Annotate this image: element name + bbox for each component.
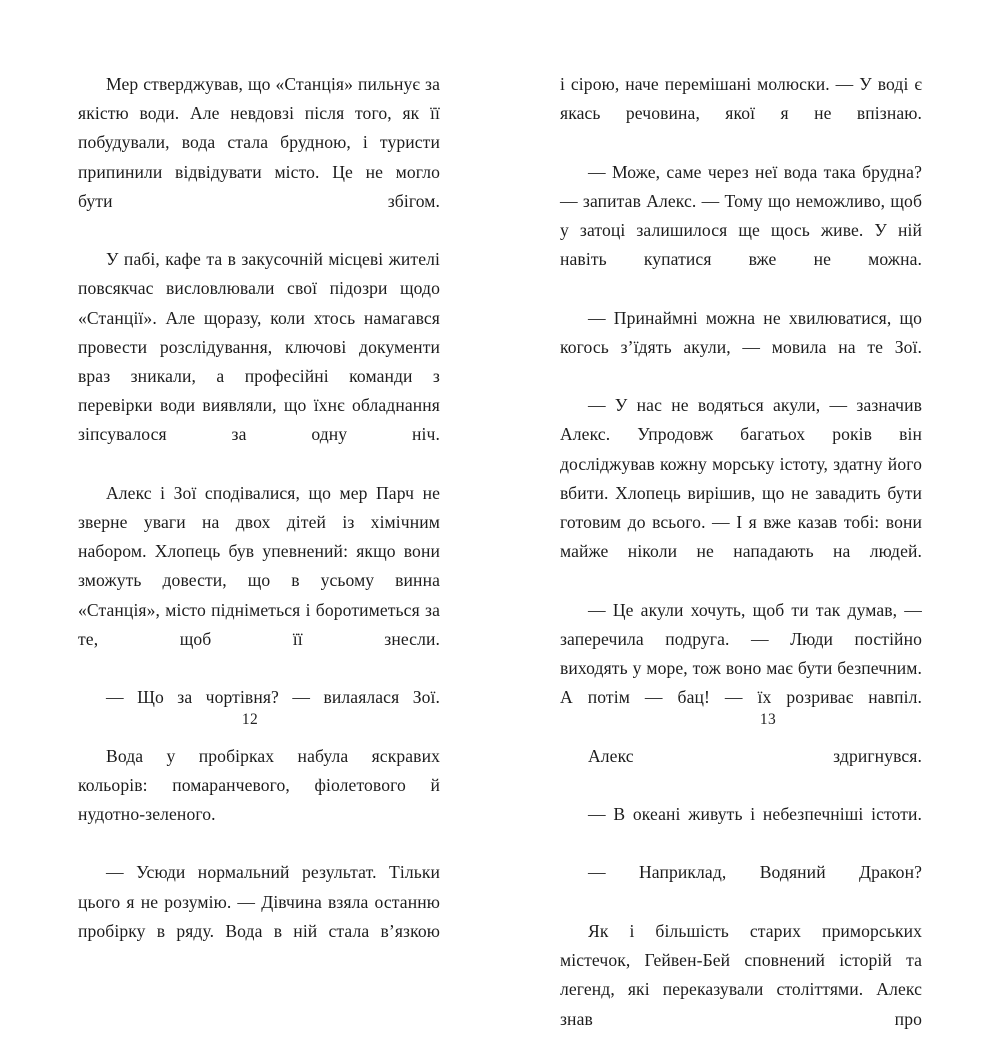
paragraph-dialogue: — Це акули хочуть, щоб ти так думав, — заперечила подруга. — Люди постійно виходять у море, тож воно має бути безпечним. А потім — бац! — їх розриває навпіл. — [560, 599, 922, 708]
page-number-right: 13 — [759, 710, 777, 728]
paragraph-dialogue: — Усюди нормальний результат. Тільки цього я не розумію. — Дівчина взяла останню пробірку в ряду. Вода в ній стала в’язкою — [78, 862, 440, 941]
paragraph: Алекс здригнувся. — [588, 745, 922, 766]
page-right — [500, 0, 1000, 1029]
page-right-textblock — [560, 70, 922, 1063]
paragraph-dialogue: — Що за чортівня? — вилаялася Зої. — [106, 687, 440, 708]
paragraph: У пабі, кафе та в закусочній місцеві жителі повсякчас висловлювали свої підозри щодо «Станції». Але щоразу, коли хтось намагався провести розслідування, ключові документи враз зникали, а професійні команди з перевірки води виявляли, що їхнє обладнання зіпсувалося за одну ніч. — [78, 249, 440, 445]
page-left-textblock — [78, 70, 440, 975]
paragraph: Мер стверджував, що «Станція» пильнує за якістю води. Але невдовзі після того, як її побудували, вода стала брудною, і туристи припинили відвідувати місто. Це не могло бути збігом. — [78, 74, 440, 211]
page-left — [0, 0, 500, 941]
paragraph-continuation: і сірою, наче перемішані молюски. — У воді є якась речовина, якої я не впізнаю. — [560, 74, 922, 124]
paragraph-dialogue: — Наприклад, Водяний Дракон? — [588, 862, 922, 883]
paragraph-dialogue: — Може, саме через неї вода така брудна? — запитав Алекс. — Тому що неможливо, щоб у затоці залишилося ще щось живе. У ній навіть купатися вже не можна. — [560, 161, 922, 270]
paragraph-dialogue: — Принаймні можна не хвилюватися, що когось з’їдять акули, — мовила на те Зої. — [560, 307, 922, 357]
paragraph-dialogue: — У нас не водяться акули, — зазначив Алекс. Упродовж багатьох років він досліджував кожну морську істоту, здатну його вбити. Хлопець вирішив, що не завадить бути готовим до всього. — І я вже казав тобі: вони майже ніколи не нападають на людей. — [560, 395, 922, 562]
paragraph: Як і більшість старих приморських містечок, Гейвен-Бей сповнений історій та легенд, які переказували століттями. Алекс знав про — [560, 920, 922, 1029]
paragraph: Вода у пробірках набула яскравих кольорів: помаранчевого, фіолетового й нудотно-зеленого. — [78, 745, 440, 825]
paragraph-dialogue: — В океані живуть і небезпечніші істоти. — [588, 804, 922, 825]
page-number-left: 12 — [241, 710, 259, 728]
paragraph: Алекс і Зої сподівалися, що мер Парч не зверне уваги на двох дітей із хімічним набором. Хлопець був упевнений: якщо вони зможуть довести, що в усьому винна «Станція», місто підніметься і боротиметься за те, щоб її знесли. — [78, 482, 440, 649]
